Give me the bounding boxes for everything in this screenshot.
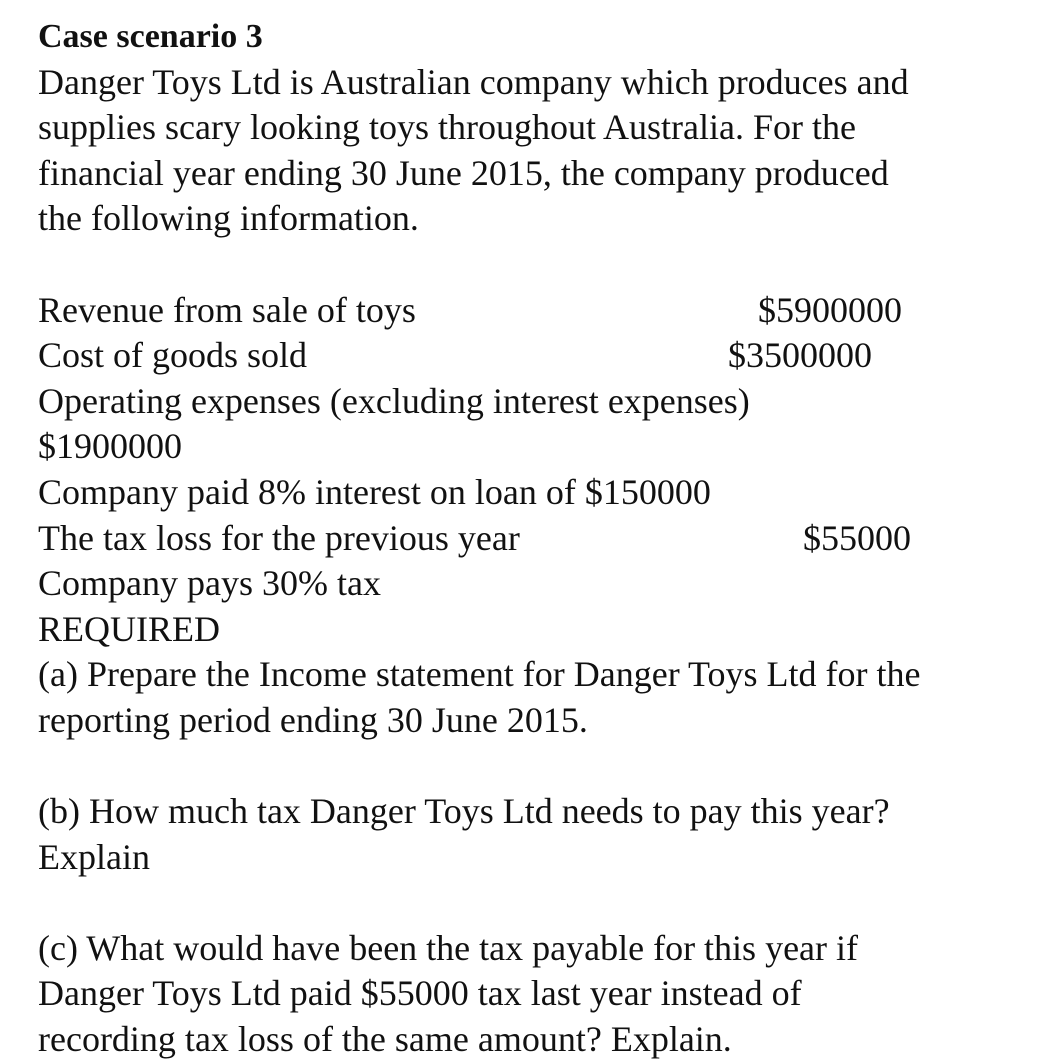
- interest-label: Company paid 8% interest on loan of $150000: [38, 471, 711, 512]
- intro-line: financial year ending 30 June 2015, the company produced: [38, 152, 889, 193]
- revenue-row: [38, 288, 1018, 334]
- revenue-amount: $5900000: [758, 289, 902, 330]
- spacer: [38, 744, 1018, 790]
- question-b-line: Explain: [38, 836, 150, 877]
- question-a-line: (a) Prepare the Income statement for Danger Toys Ltd for the: [38, 654, 921, 695]
- financial-info: [38, 288, 1018, 607]
- intro-paragraph: [38, 60, 1018, 242]
- question-c: [38, 926, 1018, 1063]
- tax-loss-row: [38, 516, 1018, 562]
- spacer: [38, 880, 1018, 926]
- cogs-row: [38, 333, 1018, 379]
- intro-line: Danger Toys Ltd is Australian company which produces and: [38, 61, 909, 102]
- cogs-label: Cost of goods sold: [38, 335, 308, 376]
- tax-loss-amount: $55000: [803, 517, 911, 558]
- intro-line: the following information.: [38, 198, 419, 239]
- opex-label: Operating expenses (excluding interest expenses): [38, 380, 750, 421]
- opex-row: [38, 379, 1018, 425]
- question-b-line: (b) How much tax Danger Toys Ltd needs to pay this year?: [38, 791, 890, 832]
- question-c-line: (c) What would have been the tax payable for this year if: [38, 927, 859, 968]
- question-a-line: reporting period ending 30 June 2015.: [38, 699, 588, 740]
- interest-row: [38, 470, 1018, 516]
- case-title: Case scenario 3: [38, 18, 263, 55]
- question-a: [38, 652, 1018, 743]
- document-page: [38, 14, 1018, 1063]
- question-c-line: recording tax loss of the same amount? Explain.: [38, 1019, 732, 1060]
- spacer: [38, 242, 1018, 288]
- opex-amount: $1900000: [38, 426, 182, 467]
- question-b: [38, 789, 1018, 880]
- tax-rate-label: Company pays 30% tax: [38, 563, 381, 604]
- tax-loss-label: The tax loss for the previous year: [38, 517, 520, 558]
- opex-amount-row: [38, 424, 1018, 470]
- cogs-amount: $3500000: [728, 335, 872, 376]
- required-heading: REQUIRED: [38, 608, 220, 649]
- intro-line: supplies scary looking toys throughout Australia. For the: [38, 107, 856, 148]
- question-c-line: Danger Toys Ltd paid $55000 tax last year instead of: [38, 973, 802, 1014]
- tax-rate-row: [38, 561, 1018, 607]
- revenue-label: Revenue from sale of toys: [38, 289, 416, 330]
